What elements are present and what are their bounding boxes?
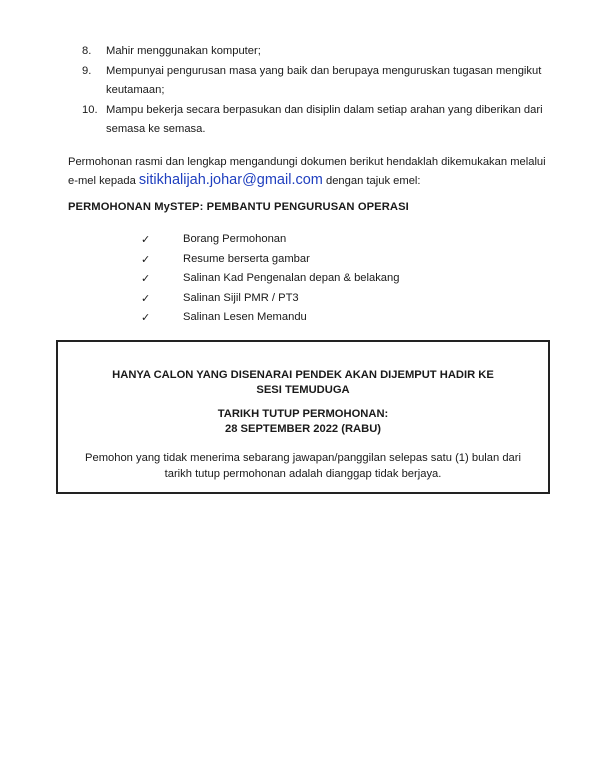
list-item <box>141 230 399 250</box>
requirements-list <box>82 42 552 140</box>
list-item <box>82 62 552 101</box>
item-text: Mampu bekerja secara berpasukan dan disiplin dalam setiap arahan yang diberikan dari semasa ke semasa. <box>106 103 543 135</box>
check-icon: ✓ <box>141 233 151 246</box>
email-prefix: e-mel kepada <box>68 175 136 187</box>
item-number: 10. <box>82 103 98 116</box>
documents-checklist <box>141 230 399 328</box>
item-text: Mahir menggunakan komputer; <box>106 45 261 57</box>
instructions-line: Permohonan rasmi dan lengkap mengandungi dokumen berikut hendaklah dikemukakan melalui <box>68 156 546 168</box>
check-icon: ✓ <box>141 252 151 266</box>
document-label: Salinan Sijil PMR / PT3 <box>183 291 299 304</box>
check-icon: ✓ <box>141 272 151 286</box>
document-label: Resume berserta gambar <box>183 252 310 265</box>
list-item <box>141 289 399 309</box>
email-line <box>68 171 558 190</box>
document-label: Borang Permohonan <box>183 233 287 245</box>
shortlist-notice: HANYA CALON YANG DISENARAI PENDEK AKAN DIJEMPUT HADIR KE SESI TEMUDUGA <box>112 369 494 396</box>
list-item <box>82 101 552 140</box>
list-item <box>141 250 399 270</box>
application-instructions <box>68 153 558 190</box>
item-text: Mempunyai pengurusan masa yang baik dan berupaya menguruskan tugasan mengikut keutamaan; <box>106 64 542 96</box>
check-icon: ✓ <box>141 311 151 325</box>
subject-heading: PERMOHONAN MySTEP: PEMBANTU PENGURUSAN OPERASI <box>68 201 409 213</box>
item-number: 8. <box>82 45 92 57</box>
list-item <box>141 269 399 289</box>
list-item <box>141 308 399 328</box>
closing-date: 28 SEPTEMBER 2022 (RABU) <box>224 423 382 435</box>
closing-date-block <box>98 407 508 437</box>
item-number: 9. <box>82 64 92 77</box>
email-link[interactable]: sitikhalijah.johar@gmail.com <box>138 172 323 188</box>
notice-box <box>56 340 550 494</box>
check-icon: ✓ <box>141 291 151 305</box>
list-item <box>82 42 552 62</box>
email-suffix: dengan tajuk emel: <box>325 175 421 187</box>
disclaimer-text: Pemohon yang tidak menerima sebarang jawapan/panggilan selepas satu (1) bulan dari tarikh tutup permohonan adalah dianggap tidak berjaya. <box>85 452 521 480</box>
document-label: Salinan Lesen Memandu <box>183 311 307 324</box>
document-label: Salinan Kad Pengenalan depan & belakang <box>183 272 400 285</box>
closing-label: TARIKH TUTUP PERMOHONAN: <box>217 408 389 420</box>
